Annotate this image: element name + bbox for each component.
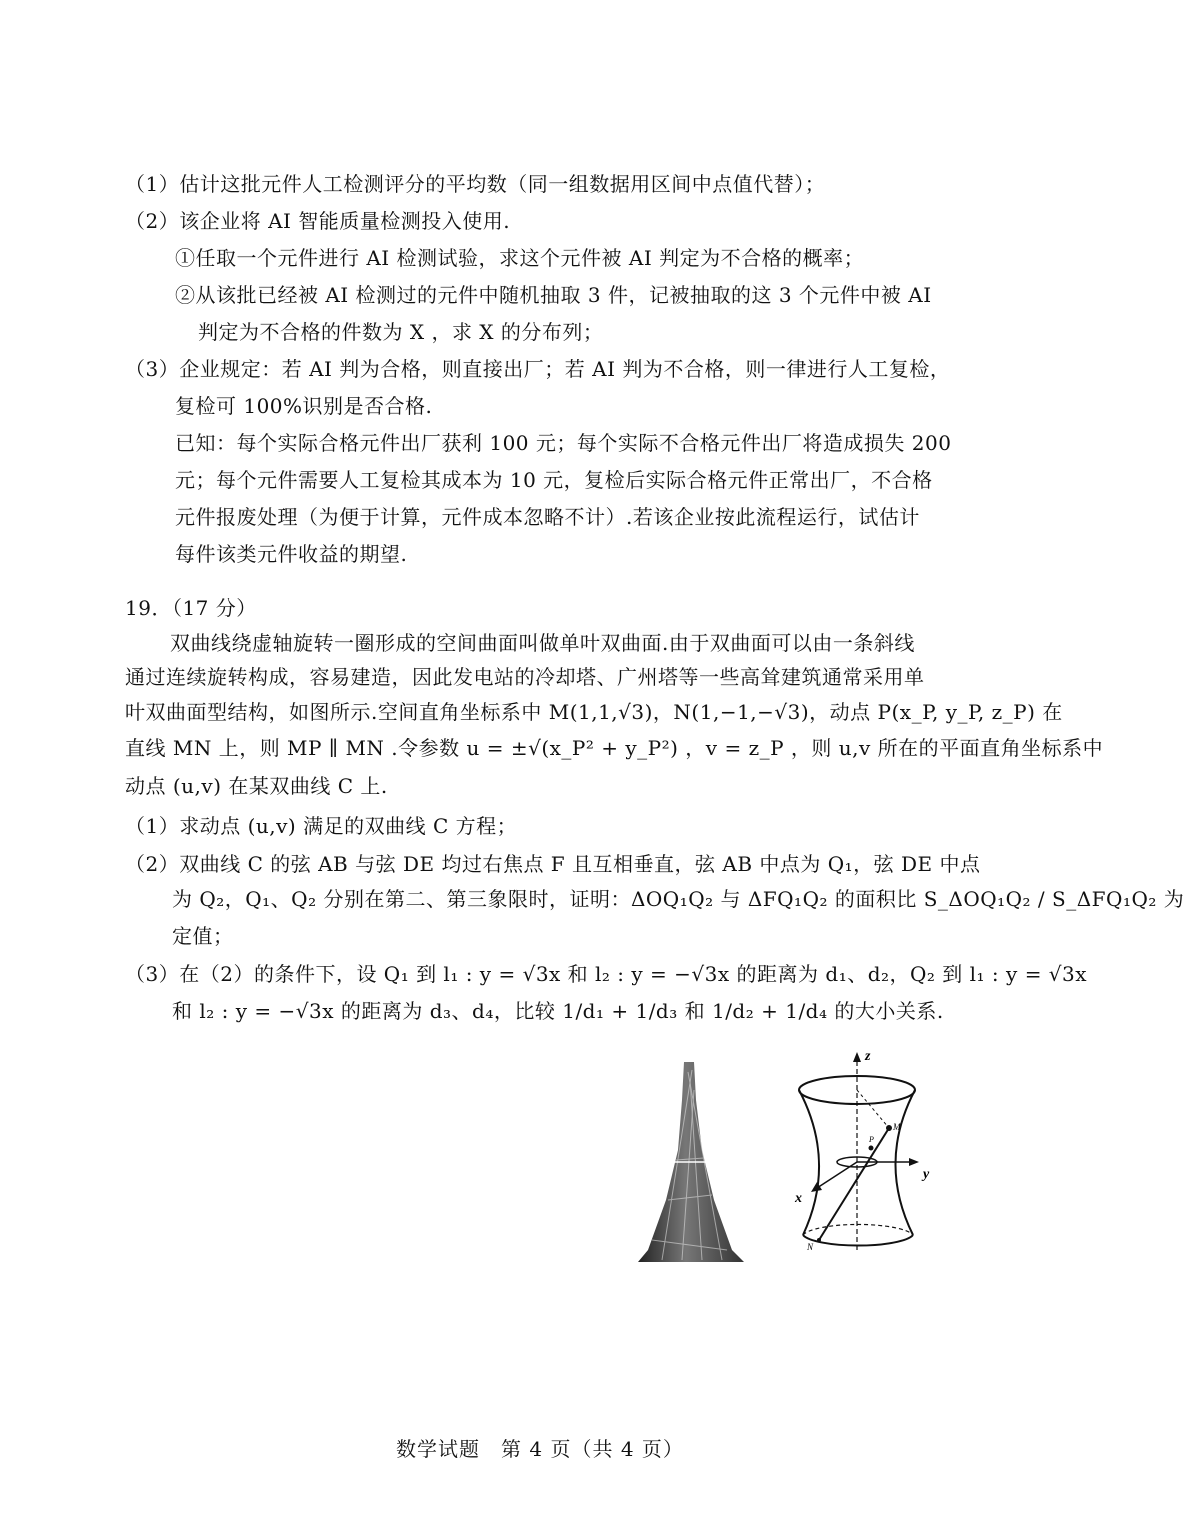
y-axis-label: y [923,1167,930,1182]
q18-part2-ii-b: 判定为不合格的件数为 X ，求 X 的分布列； [198,320,604,344]
q19-intro-4: 直线 MN 上，则 MP ∥ MN .令参数 u = ±√(x_P² + y_P²) ，v = z_P ，则 u,v 所在的平面直角坐标系中 [125,736,1104,760]
point-n-label: N [807,1242,814,1252]
page-footer: 数学试题 第 4 页（共 4 页） [396,1437,684,1461]
q19-heading: 19．（17 分） [125,596,257,620]
q19-intro-2: 通过连续旋转构成，容易建造，因此发电站的冷却塔、广州塔等一些高耸建筑通常采用单 [125,665,925,689]
q18-part2-i: ①任取一个元件进行 AI 检测试验，求这个元件被 AI 判定为不合格的概率； [175,246,865,270]
x-axis-label: x [795,1191,802,1206]
q18-part2: （2）该企业将 AI 智能质量检测投入使用. [125,209,511,233]
q18-part3-d: 元；每个元件需要人工复检其成本为 10 元，复检后实际合格元件正常出厂，不合格 [175,468,933,492]
q18-part3-e: 元件报废处理（为便于计算，元件成本忽略不计）.若该企业按此流程运行，试估计 [175,505,920,529]
q18-part1: （1）估计这批元件人工检测评分的平均数（同一组数据用区间中点值代替）； [125,172,826,196]
canton-tower-image [632,1060,750,1262]
q19-part3-b: 和 l₂ : y = −√3x 的距离为 d₃、d₄，比较 1/d₁ + 1/d₃ 和 1/d₂ + 1/d₄ 的大小关系. [172,999,944,1023]
q18-part3-f: 每件该类元件收益的期望. [175,542,408,566]
z-axis-label: z [865,1049,871,1064]
q19-part2-b: 为 Q₂，Q₁、Q₂ 分别在第二、第三象限时，证明：ΔOQ₁Q₂ 与 ΔFQ₁Q₂ 的面积比 S_ΔOQ₁Q₂ / S_ΔFQ₁Q₂ 为 [172,887,1184,911]
q18-part3-c: 已知：每个实际合格元件出厂获利 100 元；每个实际不合格元件出厂将造成损失 200 [175,431,952,455]
q18-part3-b: 复检可 100%识别是否合格. [175,394,433,418]
q19-part2-a: （2）双曲线 C 的弦 AB 与弦 DE 均过右焦点 F 且互相垂直，弦 AB 中点为 Q₁，弦 DE 中点 [125,852,981,876]
q19-part3-a: （3）在（2）的条件下，设 Q₁ 到 l₁ : y = √3x 和 l₂ : y = −√3x 的距离为 d₁、d₂，Q₂ 到 l₁ : y = √3x [125,962,1088,986]
hyperboloid-diagram [785,1050,955,1265]
point-p-label: P [869,1135,874,1144]
q19-part2-c: 定值； [172,924,234,948]
q19-part1: （1）求动点 (u,v) 满足的双曲线 C 方程； [125,814,518,838]
point-m-label: M [893,1122,901,1132]
q19-intro-5: 动点 (u,v) 在某双曲线 C 上. [125,774,388,798]
q19-intro-3: 叶双曲面型结构，如图所示.空间直角坐标系中 M(1,1,√3)，N(1,−1,−√3)，动点 P(x_P, y_P, z_P) 在 [125,700,1063,724]
q19-intro-1: 双曲线绕虚轴旋转一圈形成的空间曲面叫做单叶双曲面.由于双曲面可以由一条斜线 [170,631,915,655]
q18-part2-ii-a: ②从该批已经被 AI 检测过的元件中随机抽取 3 件，记被抽取的这 3 个元件中被 AI [175,283,932,307]
q18-part3-a: （3）企业规定：若 AI 判为合格，则直接出厂；若 AI 判为不合格，则一律进行人工复检， [125,357,951,381]
